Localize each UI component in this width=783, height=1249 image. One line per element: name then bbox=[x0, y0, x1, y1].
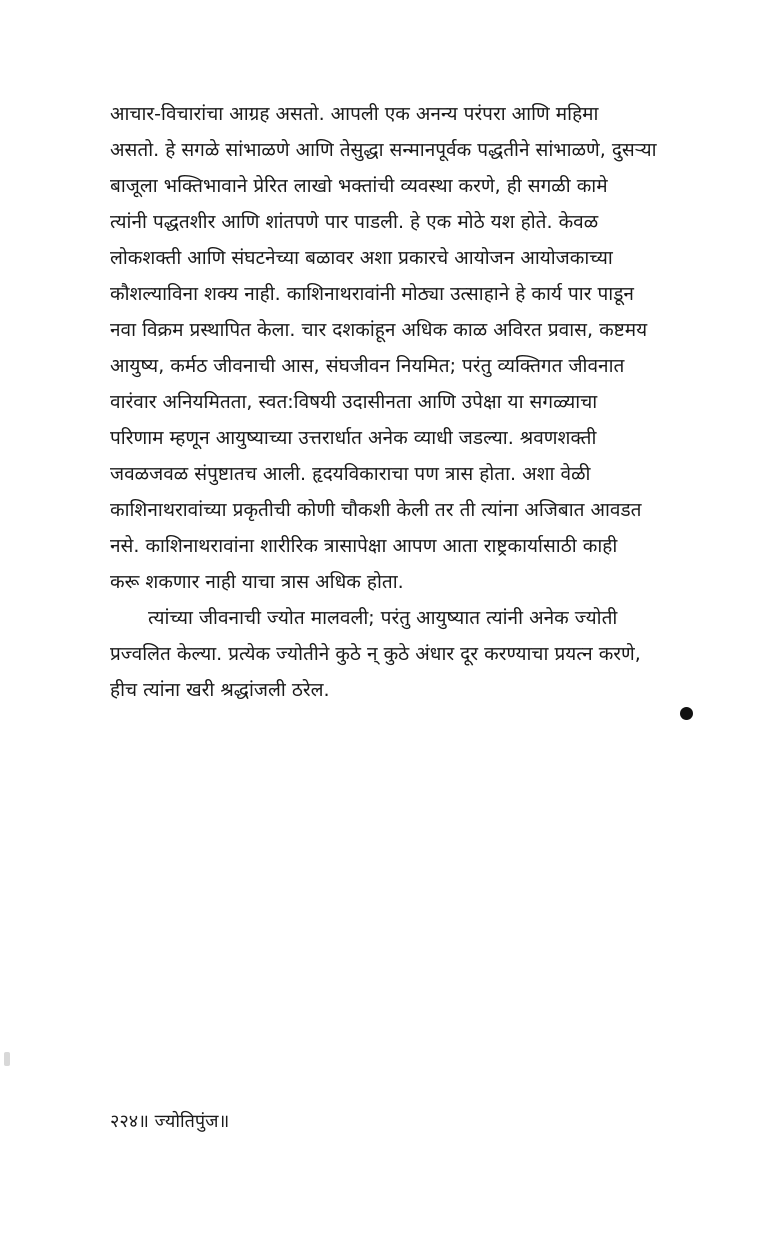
page-footer: २२४॥ ज्योतिपुंज॥ bbox=[110, 1111, 230, 1132]
text-line: हीच त्यांना खरी श्रद्धांजली ठरेल. bbox=[110, 679, 330, 701]
text-line: आयुष्य, कर्मठ जीवनाची आस, संघजीवन नियमित; परंतु व्यक्तिगत जीवनात bbox=[110, 355, 625, 377]
text-line: नवा विक्रम प्रस्थापित केला. चार दशकांहून अधिक काळ अविरत प्रवास, कष्टमय bbox=[110, 319, 648, 341]
text-line: परिणाम म्हणून आयुष्याच्या उत्तरार्धात अनेक व्याधी जडल्या. श्रवणशक्ती bbox=[110, 427, 597, 449]
text-line: जवळजवळ संपुष्टातच आली. हृदयविकाराचा पण त्रास होता. अशा वेळी bbox=[110, 463, 591, 485]
text-line: नसे. काशिनाथरावांना शारीरिक त्रासापेक्षा आपण आता राष्ट्रकार्यासाठी काही bbox=[110, 535, 618, 557]
text-line: त्यांनी पद्धतशीर आणि शांतपणे पार पाडली. हे एक मोठे यश होते. केवळ bbox=[110, 211, 599, 233]
text-line: वारंवार अनियमितता, स्वत:विषयी उदासीनता आणि उपेक्षा या सगळ्याचा bbox=[110, 391, 598, 413]
scan-mark bbox=[4, 1052, 10, 1066]
body-text bbox=[110, 96, 702, 708]
text-line: काशिनाथरावांच्या प्रकृतीची कोणी चौकशी केली तर ती त्यांना अजिबात आवडत bbox=[110, 499, 642, 521]
paragraph-start-line: त्यांच्या जीवनाची ज्योत मालवली; परंतु आयुष्यात त्यांनी अनेक ज्योती bbox=[148, 607, 618, 629]
text-line: आचार-विचारांचा आग्रह असतो. आपली एक अनन्य परंपरा आणि महिमा bbox=[110, 103, 599, 125]
text-line: कौशल्याविना शक्य नाही. काशिनाथरावांनी मोठ्या उत्साहाने हे कार्य पार पाडून bbox=[110, 283, 634, 305]
text-line: बाजूला भक्तिभावाने प्रेरित लाखो भक्तांची व्यवस्था करणे, ही सगळी कामे bbox=[110, 175, 608, 197]
text-line: करू शकणार नाही याचा त्रास अधिक होता. bbox=[110, 571, 404, 593]
end-of-article-bullet-icon bbox=[680, 707, 693, 720]
text-line: लोकशक्ती आणि संघटनेच्या बळावर अशा प्रकारचे आयोजन आयोजकाच्या bbox=[110, 247, 613, 269]
text-line: प्रज्वलित केल्या. प्रत्येक ज्योतीने कुठे न् कुठे अंधार दूर करण्याचा प्रयत्न करणे, bbox=[110, 643, 641, 665]
text-line: असतो. हे सगळे सांभाळणे आणि तेसुद्धा सन्मानपूर्वक पद्धतीने सांभाळणे, दुसऱ्या bbox=[110, 139, 657, 161]
